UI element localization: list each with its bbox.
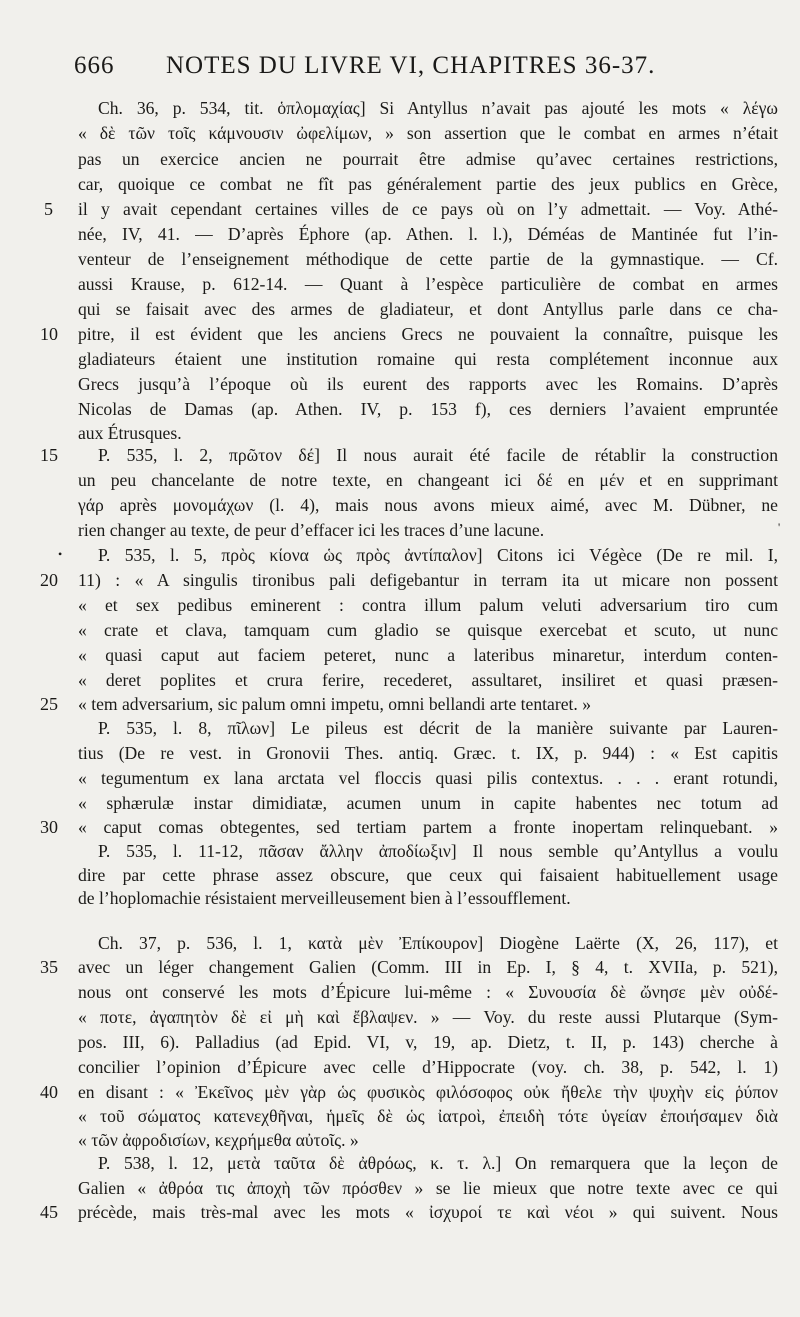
text-line: venteur de l’enseignement méthodique de cette partie de la gymnastique. — Cf. <box>78 249 778 269</box>
text-line: pitre, il est évident que les anciens Grecs ne pouvaient la connaître, puisque les <box>78 324 778 344</box>
running-title: NOTES DU LIVRE VI, CHAPITRES 36-37. <box>166 52 656 79</box>
text-line: car, quoique ce combat ne fît pas généralement partie des jeux publics en Grèce, <box>78 174 778 194</box>
text-line: concilier l’opinion d’Épicure avec celle d’Hippocrate (voy. ch. 38, p. 542, l. 1) <box>78 1057 778 1077</box>
text-line: en disant : « Ἐκεῖνος μὲν γὰρ ὡς φυσικὸς φιλόσοφος οὐκ ἤθελε τὴν ψυχὴν εἰς ῥύπον <box>78 1082 778 1102</box>
text-line: « caput comas obtegentes, sed tertiam partem a fronte inopertam relinquebant. » <box>78 817 778 837</box>
text-line: « ποτε, ἀγαπητὸν δὲ εἰ μὴ καὶ ἔβλαψεν. » — Voy. du reste aussi Plutarque (Sym- <box>78 1007 778 1027</box>
text-line: avec un léger changement Galien (Comm. III in Ep. I, § 4, t. XVIIa, p. 521), <box>78 957 778 977</box>
text-line: « deret poplites et crura ferire, recederet, assultaret, insiliret et quasi præsen- <box>78 670 778 690</box>
text-line: aussi Krause, p. 612-14. — Quant à l’espèce particulière de combat en armes <box>78 274 778 294</box>
text-line: précède, mais très-mal avec les mots « ἰσχυροί τε καὶ νέοι » qui suivent. Nous <box>78 1202 778 1222</box>
line-number: 35 <box>40 957 58 977</box>
text-line: nous ont conservé les mots d’Épicure lui-même : « Συνουσία δὲ ὤνησε μὲν οὐδέ- <box>78 982 778 1002</box>
line-number: 40 <box>40 1082 58 1102</box>
text-line: « sphærulæ instar dimidiatæ, acumen unum in capite habentes nec totum ad <box>78 793 778 813</box>
text-line: tius (De re vest. in Gronovii Thes. antiq. Græc. t. IX, p. 944) : « Est capitis <box>78 743 778 763</box>
text-line: γάρ après μονομάχων (l. 4), mais nous avons mieux aimé, avec M. Dübner, ne <box>78 495 778 515</box>
text-line: Galien « ἀθρόα τις ἀποχὴ τῶν πρόσθεν » se lie mieux que notre texte avec ce qui <box>78 1178 778 1198</box>
text-line: il y avait cependant certaines villes de ce pays où on l’y admettait. — Voy. Athé- <box>78 199 778 219</box>
text-line: « tegumentum ex lana arctata vel floccis quasi pilis contextus. . . . erant rotundi, <box>78 768 778 788</box>
text-line: P. 535, l. 2, πρῶτον δέ] Il nous aurait été facile de rétablir la construction <box>98 445 778 465</box>
text-line: gladiateurs étaient une institution romaine qui resta complétement inconnue aux <box>78 349 778 369</box>
margin-dot-mark: • <box>58 547 63 561</box>
text-line: Ch. 36, p. 534, tit. ὁπλομαχίας] Si Antyllus n’avait pas ajouté les mots « λέγω <box>98 98 778 118</box>
text-line: P. 535, l. 11-12, πᾶσαν ἄλλην ἀποδίωξιν] Il nous semble qu’Antyllus a voulu <box>98 841 778 861</box>
text-line: pos. III, 6). Palladius (ad Epid. VI, v, 19, ap. Dietz, t. II, p. 143) cherche à <box>78 1032 778 1052</box>
text-line: Grecs jusqu’à l’époque où ils eurent des rapports avec les Romains. D’après <box>78 374 778 394</box>
text-line: « crate et clava, tamquam cum gladio se quisque exercebat et scuto, ut nunc <box>78 620 778 640</box>
text-line: Nicolas de Damas (ap. Athen. IV, p. 153 f), ces derniers l’avaient empruntée <box>78 399 778 419</box>
text-line: pas un exercice ancien ne pourrait être admise qu’avec certaines restrictions, <box>78 149 778 169</box>
text-line: dire par cette phrase assez obscure, que ceux qui faisaient habituellement usage <box>78 865 778 885</box>
text-line: « δὲ τῶν τοῖς κάμνουσιν ὠφελίμων, » son assertion que le combat en armes n’était <box>78 123 778 143</box>
text-line: P. 538, l. 12, μετὰ ταῦτα δὲ ἀθρόως, κ. τ. λ.] On remarquera que la leçon de <box>98 1153 778 1173</box>
line-number: 20 <box>40 570 58 590</box>
text-line: 11) : « A singulis tironibus pali defigebantur in terram ita ut micare non possent <box>78 570 778 590</box>
line-number: 15 <box>40 445 58 465</box>
text-line: aux Étrusques. <box>78 423 182 443</box>
text-line: Ch. 37, p. 536, l. 1, κατὰ μὲν Ἐπίκουρον] Diogène Laërte (X, 26, 117), et <box>98 933 778 953</box>
line-number: 10 <box>40 324 58 344</box>
text-line: « et sex pedibus eminerent : contra illum palum veluti adversarium tiro cum <box>78 595 778 615</box>
line-number: 5 <box>44 199 53 219</box>
line-number: 30 <box>40 817 58 837</box>
text-line: P. 535, l. 5, πρὸς κίονα ὡς πρὸς ἀντίπαλον] Citons ici Végèce (De re mil. I, <box>98 545 778 565</box>
page-number: 666 <box>74 52 115 79</box>
text-line: « quasi caput aut faciem peteret, nunc a lateribus minaretur, interdum conten- <box>78 645 778 665</box>
line-number: 45 <box>40 1202 58 1222</box>
running-header <box>74 52 774 92</box>
text-line: P. 535, l. 8, πῖλων] Le pileus est décrit de la manière suivante par Lauren- <box>98 718 778 738</box>
text-line: un peu chancelante de notre texte, en changeant ici δέ en μέν et en supprimant <box>78 470 778 490</box>
text-line: « τῶν ἀφροδισίων, κεχρήμεθα αὐτοῖς. » <box>78 1130 359 1150</box>
text-line: « tem adversarium, sic palum omni impetu, omni bellandi arte tentaret. » <box>78 694 592 714</box>
line-number: 25 <box>40 694 58 714</box>
text-line: rien changer au texte, de peur d’effacer ici les traces d’une lacune. <box>78 520 545 540</box>
text-line: née, IV, 41. — D’après Éphore (ap. Athen. l. l.), Déméas de Mantinée fut l’in- <box>78 224 778 244</box>
text-line: « τοῦ σώματος κατενεχθῆναι, ἡμεῖς δὲ ὡς ἰατροὶ, ἐπειδὴ τότε ὑγείαν ἐποιήσαμεν διὰ <box>78 1106 778 1126</box>
text-line: de l’hoplomachie résistaient merveilleusement bien à l’essoufflement. <box>78 888 571 908</box>
margin-tick-mark: ' <box>778 520 781 534</box>
text-line: qui se faisait avec des armes de gladiateur, et dont Antyllus parle dans ce cha- <box>78 299 778 319</box>
